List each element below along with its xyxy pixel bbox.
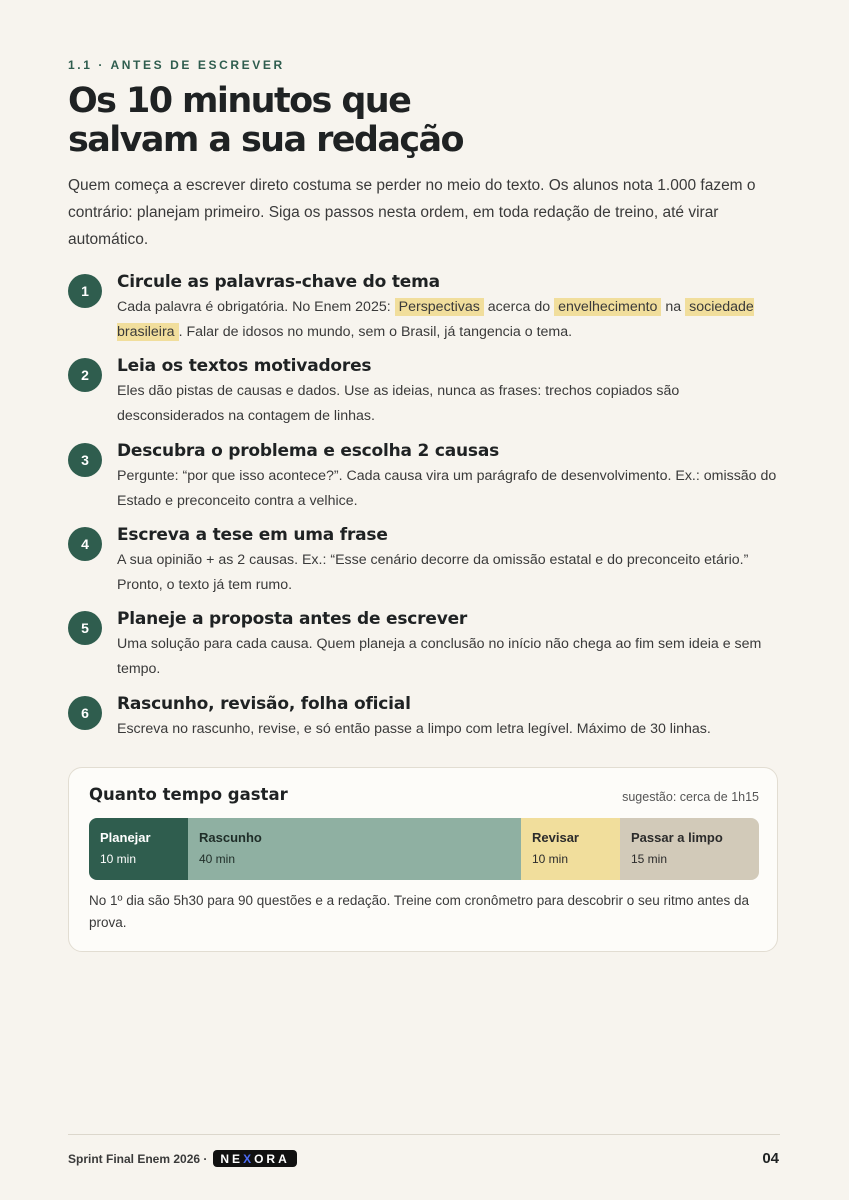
- step-number-badge: 5: [68, 611, 102, 645]
- keyword-highlight: envelhecimento: [554, 298, 661, 316]
- segment-label: Passar a limpo: [631, 830, 723, 845]
- section-eyebrow: 1.1 · ANTES DE ESCREVER: [68, 58, 285, 72]
- time-segment-revisar: [521, 818, 620, 880]
- segment-label: Planejar: [100, 830, 151, 845]
- time-card: [68, 767, 778, 952]
- logo-letter: N: [220, 1151, 233, 1166]
- step-number-badge: 3: [68, 443, 102, 477]
- logo-letter-accent: X: [243, 1151, 255, 1166]
- step-body: Pergunte: “por que isso acontece?”. Cada causa vira um parágrafo de desenvolvimento. Ex.: omissão do Estado e preconceito contra a velhice.: [117, 468, 777, 509]
- time-segment-planejar: [89, 818, 188, 880]
- time-card-title: Quanto tempo gastar: [89, 785, 288, 804]
- page-title-line-1: Os 10 minutos que: [68, 81, 411, 121]
- segment-time: 10 min: [100, 852, 137, 866]
- step-title: Circule as palavras-chave do tema: [117, 272, 440, 292]
- time-bar: [89, 818, 759, 880]
- step-title: Descubra o problema e escolha 2 causas: [117, 441, 500, 461]
- page-title-line-2: salvam a sua redação: [68, 120, 463, 160]
- segment-time: 40 min: [199, 852, 236, 866]
- footer-text: Sprint Final Enem 2026 ·: [68, 1151, 208, 1166]
- time-card-note: No 1º dia são 5h30 para 90 questões e a redação. Treine com cronômetro para descobrir o seu ritmo antes da prova.: [89, 893, 750, 930]
- nexora-logo: [213, 1150, 296, 1167]
- step-number-badge: 2: [68, 358, 102, 392]
- logo-letter: E: [232, 1151, 244, 1166]
- step-body-connector: acerca do: [487, 299, 551, 315]
- step-body: Eles dão pistas de causas e dados. Use as ideias, nunca as frases: trechos copiados são desconsiderados na contagem de linhas.: [117, 383, 680, 424]
- keyword-highlight: sociedade brasileira: [117, 299, 754, 340]
- step-body: Escreva no rascunho, revise, e só então passe a limpo com letra legível. Máximo de 30 linhas.: [117, 721, 711, 737]
- step-title: Leia os textos motivadores: [117, 356, 372, 376]
- step-body-end: . Falar de idosos no mundo, sem o Brasil, já tangencia o tema.: [178, 324, 573, 340]
- step-title: Rascunho, revisão, folha oficial: [117, 694, 411, 714]
- time-segment-passar-a-limpo: [620, 818, 759, 880]
- footer-brand: [68, 1150, 297, 1167]
- step-body: [117, 295, 779, 345]
- step-body: Uma solução para cada causa. Quem planeja a conclusão no início não chega ao fim sem ideia e sem tempo.: [117, 636, 762, 677]
- step-body: A sua opinião + as 2 causas. Ex.: “Esse cenário decorre da omissão estatal e do preconceito etário.” Pronto, o texto já tem rumo.: [117, 552, 749, 593]
- segment-time: 10 min: [532, 852, 569, 866]
- step-number-badge: 4: [68, 527, 102, 561]
- step-title: Escreva a tese em uma frase: [117, 525, 388, 545]
- page-number: 04: [762, 1150, 779, 1167]
- step-title: Planeje a proposta antes de escrever: [117, 609, 468, 629]
- logo-letters: ORA: [254, 1151, 290, 1166]
- keyword-highlight: Perspectivas: [395, 298, 484, 316]
- footer-divider: [68, 1134, 780, 1135]
- step-body-connector: na: [665, 299, 682, 315]
- segment-label: Rascunho: [199, 830, 262, 845]
- step-number-badge: 1: [68, 274, 102, 308]
- segment-label: Revisar: [532, 830, 579, 845]
- segment-time: 15 min: [631, 852, 668, 866]
- step-number-badge: 6: [68, 696, 102, 730]
- time-card-hint: sugestão: cerca de 1h15: [622, 790, 759, 804]
- step-body-intro: Cada palavra é obrigatória. No Enem 2025:: [117, 299, 391, 315]
- page-title: [68, 82, 588, 160]
- intro-paragraph: Quem começa a escrever direto costuma se perder no meio do texto. Os alunos nota 1.000 fazem o contrário: planejam primeiro. Siga os passos nesta ordem, em toda redação de treino, até virar automático.: [68, 177, 756, 248]
- time-segment-rascunho: [188, 818, 521, 880]
